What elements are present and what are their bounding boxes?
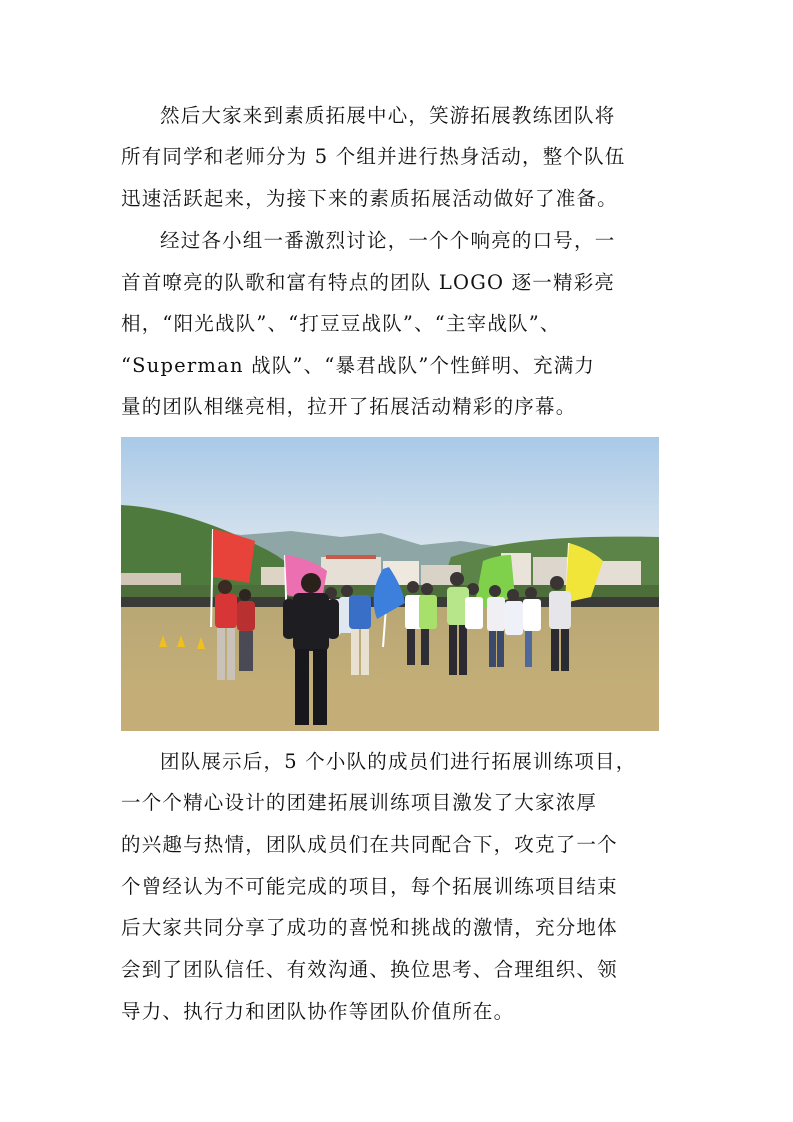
paragraph-1-line-2: 所有同学和老师分为 5 个组并进行热身活动，整个队伍 bbox=[121, 145, 626, 168]
paragraph-3-line-7: 导力、执行力和团队协作等团队价值所在。 bbox=[121, 1000, 515, 1023]
paragraph-3-line-2: 一个个精心设计的团建拓展训练项目激发了大家浓厚 bbox=[121, 791, 598, 814]
paragraph-2-line-4: “Superman 战队”、“暴君战队”个性鲜明、充满力 bbox=[121, 354, 596, 377]
paragraph-3-line-4: 个曾经认为不可能完成的项目，每个拓展训练项目结束 bbox=[121, 875, 618, 898]
paragraph-1-line-1: 然后大家来到素质拓展中心，笑游拓展教练团队将 bbox=[160, 104, 616, 127]
paragraph-2-line-3: 相，“阳光战队”、“打豆豆战队”、“主宰战队”、 bbox=[121, 312, 561, 335]
paragraph-2-line-5: 量的团队相继亮相，拉开了拓展活动精彩的序幕。 bbox=[121, 395, 577, 418]
paragraph-3-line-3: 的兴趣与热情，团队成员们在共同配合下，攻克了一个 bbox=[121, 833, 618, 856]
paragraph-3-line-5: 后大家共同分享了成功的喜悦和挑战的激情，充分地体 bbox=[121, 916, 618, 939]
paragraph-2-line-2: 首首嘹亮的队歌和富有特点的团队 LOGO 逐一精彩亮 bbox=[121, 271, 616, 294]
paragraph-3-line-6: 会到了团队信任、有效沟通、换位思考、合理组织、领 bbox=[121, 958, 618, 981]
paragraph-1-line-3: 迅速活跃起来，为接下来的素质拓展活动做好了准备。 bbox=[121, 187, 618, 210]
paragraph-2-line-1: 经过各小组一番激烈讨论，一个个响亮的口号，一 bbox=[160, 229, 616, 252]
paragraph-3-line-1: 团队展示后，5 个小队的成员们进行拓展训练项目， bbox=[160, 750, 637, 773]
team-activity-photo bbox=[121, 437, 659, 731]
